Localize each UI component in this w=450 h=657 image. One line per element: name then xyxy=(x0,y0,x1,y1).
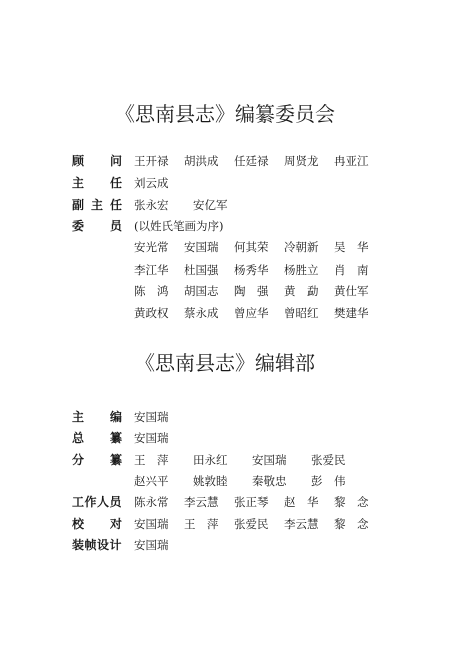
roster-row xyxy=(72,408,380,426)
role-label-char: 装帧设计 xyxy=(72,538,123,552)
roster-row xyxy=(72,152,380,170)
role-label xyxy=(72,217,122,235)
roster-row xyxy=(72,429,380,447)
person-name: 肖 南 xyxy=(334,263,369,277)
person-name: 姚敦睦 xyxy=(193,474,228,488)
person-name: 李江华 xyxy=(134,263,169,277)
person-name: 安国瑞 xyxy=(184,240,219,254)
role-label-char: 纂 xyxy=(109,453,122,467)
role-label-char: 主 xyxy=(72,176,85,190)
person-name: 赵 华 xyxy=(284,495,319,509)
roster-row xyxy=(72,304,380,322)
role-label xyxy=(72,174,122,192)
name-list xyxy=(134,536,380,554)
role-label xyxy=(72,536,122,554)
person-name: 刘云成 xyxy=(134,176,169,190)
roster-row xyxy=(72,174,380,192)
roster-row xyxy=(72,196,380,214)
person-name: 安亿军 xyxy=(193,198,228,212)
role-label-char: 员 xyxy=(109,219,122,233)
role-label xyxy=(72,152,122,170)
person-name: 王 萍 xyxy=(134,453,169,467)
person-name: 李云慧 xyxy=(284,517,319,531)
person-name: 彭 伟 xyxy=(311,474,346,488)
roster-row xyxy=(72,451,380,469)
name-list xyxy=(134,429,380,447)
person-name: 胡洪成 xyxy=(184,154,219,168)
person-name: 安国瑞 xyxy=(134,538,169,552)
roster-row xyxy=(72,238,380,256)
role-label xyxy=(72,408,122,426)
person-name: 安国瑞 xyxy=(252,453,287,467)
name-list xyxy=(134,282,380,300)
person-name: 王开禄 xyxy=(134,154,169,168)
roster-row xyxy=(72,282,380,300)
person-name: 安国瑞 xyxy=(134,431,169,445)
name-list xyxy=(134,152,380,170)
role-label-char: 校 xyxy=(72,517,85,531)
role-label-char: 任 xyxy=(109,176,122,190)
name-list xyxy=(134,304,380,322)
person-name: 黎 念 xyxy=(334,517,369,531)
person-name: 蔡永成 xyxy=(184,306,219,320)
name-list xyxy=(134,408,380,426)
role-label xyxy=(72,493,122,511)
name-list xyxy=(134,515,380,533)
name-list xyxy=(134,196,380,214)
roster-row xyxy=(72,261,380,279)
person-name: 吴 华 xyxy=(334,240,369,254)
role-label-char: 编 xyxy=(109,410,122,424)
person-name: 陈永常 xyxy=(134,495,169,509)
role-label-char: 主 xyxy=(72,410,85,424)
name-list xyxy=(134,472,380,490)
role-label-char: 问 xyxy=(109,154,122,168)
person-name: 王 萍 xyxy=(184,517,219,531)
role-label-char: 工作人员 xyxy=(72,495,123,509)
person-name: 黄 勐 xyxy=(284,284,319,298)
person-name: 曾昭红 xyxy=(284,306,319,320)
role-label-char: 副 xyxy=(72,198,85,212)
name-list xyxy=(134,174,380,192)
person-name: 黄仕军 xyxy=(334,284,369,298)
roster-row xyxy=(72,217,380,235)
person-name: 黄政权 xyxy=(134,306,169,320)
person-name: 安国瑞 xyxy=(134,517,169,531)
person-name: 安光常 xyxy=(134,240,169,254)
name-list xyxy=(134,261,380,279)
person-name: 周贤龙 xyxy=(284,154,319,168)
person-name: 曾应华 xyxy=(234,306,269,320)
person-name: 张正琴 xyxy=(234,495,269,509)
role-label-char: 分 xyxy=(72,453,85,467)
roster-row xyxy=(72,493,380,511)
person-name: 杨胜立 xyxy=(284,263,319,277)
person-name: 李云慧 xyxy=(184,495,219,509)
role-label xyxy=(72,451,122,469)
role-label-char: 纂 xyxy=(109,431,122,445)
person-name: 赵兴平 xyxy=(134,474,169,488)
name-list xyxy=(134,217,380,235)
person-name: 张永宏 xyxy=(134,198,169,212)
person-name: 樊建华 xyxy=(334,306,369,320)
person-name: 杜国强 xyxy=(184,263,219,277)
person-name: 安国瑞 xyxy=(134,410,169,424)
person-name: 任廷禄 xyxy=(234,154,269,168)
person-name: 田永红 xyxy=(193,453,228,467)
person-name: 冉亚江 xyxy=(334,154,369,168)
role-label-char: 任 xyxy=(109,198,122,212)
person-name: 黎 念 xyxy=(334,495,369,509)
role-label-char: 主 xyxy=(90,198,103,212)
committee-title: 《思南县志》编纂委员会 xyxy=(115,102,335,126)
name-list xyxy=(134,238,380,256)
name-list xyxy=(134,493,380,511)
person-name: 冷朝新 xyxy=(284,240,319,254)
role-label xyxy=(72,515,122,533)
person-name: 胡国志 xyxy=(184,284,219,298)
role-label-char: 委 xyxy=(72,219,85,233)
person-name: (以姓氏笔画为序) xyxy=(134,219,224,233)
person-name: 何其荣 xyxy=(234,240,269,254)
person-name: 张爱民 xyxy=(234,517,269,531)
role-label-char: 顾 xyxy=(72,154,85,168)
person-name: 陶 强 xyxy=(234,284,269,298)
editorial-title: 《思南县志》编辑部 xyxy=(135,351,315,375)
person-name: 陈 鸿 xyxy=(134,284,169,298)
person-name: 张爱民 xyxy=(311,453,346,467)
role-label-char: 总 xyxy=(72,431,85,445)
name-list xyxy=(134,451,380,469)
role-label xyxy=(72,196,122,214)
person-name: 杨秀华 xyxy=(234,263,269,277)
roster-row xyxy=(72,536,380,554)
person-name: 秦敬忠 xyxy=(252,474,287,488)
roster-row xyxy=(72,515,380,533)
role-label xyxy=(72,429,122,447)
role-label-char: 对 xyxy=(109,517,122,531)
roster-row xyxy=(72,472,380,490)
